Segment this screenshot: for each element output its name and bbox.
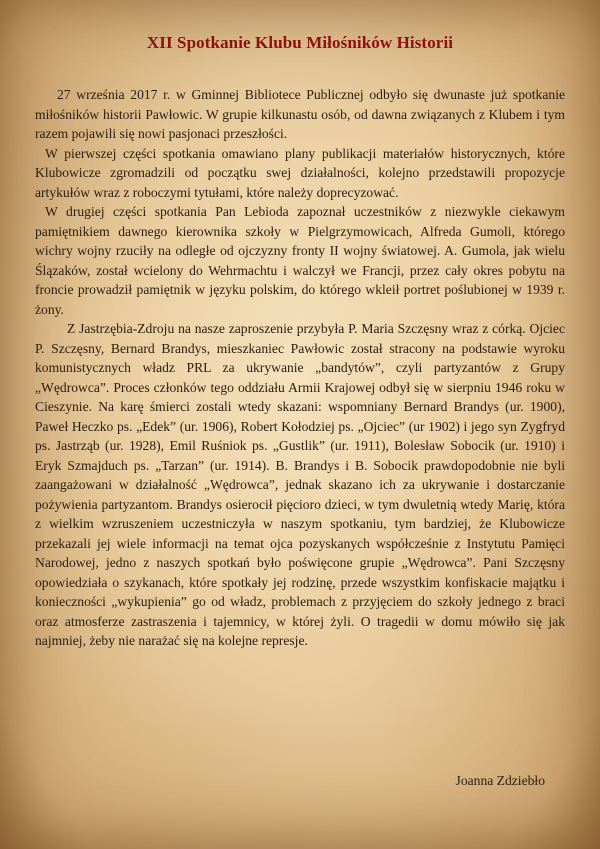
document-body [35, 85, 565, 651]
document-title: XII Spotkanie Klubu Miłośników Historii [146, 33, 454, 52]
paragraph-first-part: W pierwszej części spotkania omawiano plany publikacji materiałów historycznych, które Klubowicze zgromadzili od początku swej działalności, kolejno przedstawili propozycje artykułów wraz z roboczymi tytułami, które należy doprecyzować. [35, 145, 565, 200]
author-signature: Joanna Zdziebło [455, 773, 545, 788]
document-page [35, 33, 565, 651]
paragraph-intro: 27 września 2017 r. w Gminnej Bibliotece Publicznej odbyło się dwunaste już spotkanie miłośników historii Pawłowic. W grupie kilkunastu osób, od dawna związanych z Klubem i tym razem pojawili się nowi pasjonaci przeszłości. [35, 87, 565, 141]
paragraph-guest: Z Jastrzębia-Zdroju na nasze zaproszenie przybyła P. Maria Szczęsny wraz z córką. Ojciec P. Szczęsny, Bernard Brandys, mieszkaniec Pawłowic został stracony na podstawie wyroku komunistycznych władz PRL za ukrywanie „bandytów”, czyli partyzantów z Grupy „Wędrowca”. Proces członków tego oddziału Armii Krajowej odbył się w sierpniu 1946 roku w Cieszynie. Na karę śmierci zostali wtedy skazani: wspomniany Bernard Brandys (ur. 1900), Paweł Heczko ps. „Edek” (ur. 1906), Robert Kołodziej ps. „Ojciec” (ur 1902) i jego syn Zygfryd ps. Jastrząb (ur. 1928), Emil Ruśniok ps. „Gustlik” (ur. 1911), Bolesław Sobocik (ur. 1910) i Eryk Szmajduch ps. „Tarzan” (ur. 1914). B. Brandys i B. Sobocik prawdopodobnie nie byli zaangażowani w działalność „Wędrowca”, jednak skazano ich za ukrywanie i dostarczanie pożywienia partyzantom. Brandys osierocił pięcioro dzieci, w tym dwuletnią wtedy Marię, która z wielkim wzruszeniem uczestniczyła w naszym spotkaniu, tym bardziej, że Klubowicze przekazali jej wiele informacji na temat ojca pozyskanych współcześnie z Instytutu Pamięci Narodowej, jedno z naszych spotkań było poświęcone grupie „Wędrowca”. Pani Szczęsny opowiedziała o szykanach, które spotkały jej rodzinę, przede wszystkim konfiskacie majątku i konieczności „wykupienia” go od władz, problemach z przyjęciem do szkoły jednego z braci oraz atmosferze zastraszenia i tajemnicy, w której żyli. O tragedii w domu mówiło się jak najmniej, żeby nie narażać się na kolejne represje. [35, 321, 565, 648]
paragraph-second-part: W drugiej części spotkania Pan Lebioda zapoznał uczestników z niezwykle ciekawym pamiętnikiem dawnego kierownika szkoły w Pielgrzymowicach, Alfreda Gumoli, którego wichry wojny rzuciły na odległe od ojczyzny fronty II wojny światowej. A. Gumola, jak wielu Ślązaków, został wcielony do Wehrmachtu i walczył we Francji, przez cały okres pobytu na froncie prowadził pamiętnik w języku polskim, do którego wkleił portret poślubionej w 1939 r. żony. [35, 204, 565, 317]
